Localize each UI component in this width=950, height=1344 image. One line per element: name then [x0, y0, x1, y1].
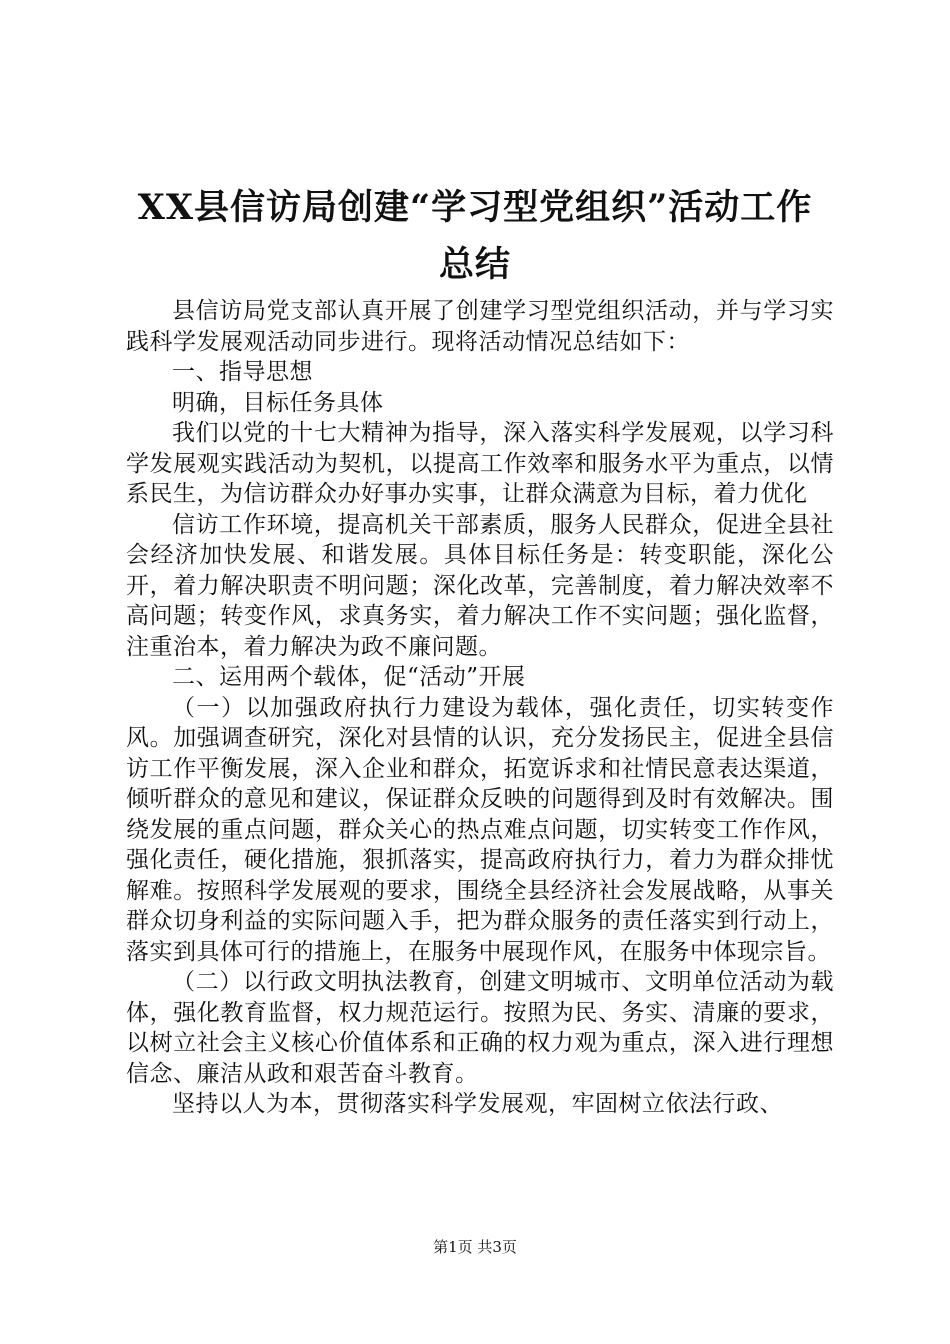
heading-two-carriers: 二、运用两个载体，促“活动”开展: [172, 664, 526, 690]
paragraph-guidance: 我们以党的十七大精神为指导，深入落实科学发展观，以学习科学发展观实践活动为契机，以提高工作效率和服务水平为重点，以情系民生，为信访群众办好事办实事，让群众满意为目标，着力优化: [126, 420, 834, 507]
paragraph-carrier-two: （二）以行政文明执法教育，创建文明城市、文明单位活动为载体，强化教育监督，权力规范运行。按照为民、务实、清廉的要求，以树立社会主义核心价值体系和正确的权力观为重点，深入进行理想信念、廉洁从政和艰苦奋斗教育。: [126, 969, 834, 1087]
paragraph-goal: 明确，目标任务具体: [172, 389, 384, 416]
paragraph-intro: 县信访局党支部认真开展了创建学习型党组织活动，并与学习实践科学发展观活动同步进行。现将活动情况总结如下：: [126, 298, 834, 355]
paragraph-continued: 坚持以人为本，贯彻落实科学发展观，牢固树立依法行政、: [172, 1091, 783, 1117]
document-title-line-2: 总结: [438, 244, 511, 285]
document-title-line-1: XX县信访局创建“学习型党组织”活动工作: [137, 187, 813, 228]
heading-guiding-thought: 一、指导思想: [172, 359, 313, 385]
page-number-footer: 第1页 共3页: [433, 1238, 517, 1256]
paragraph-targets: 信访工作环境，提高机关干部素质，服务人民群众，促进全县社会经济加快发展、和谐发展。具体目标任务是：转变职能，深化公开，着力解决职责不明问题；深化改革，完善制度，着力解决效率不高问题；转变作风，求真务实，着力解决工作不实问题；强化监督，注重治本，着力解决为政不廉问题。: [126, 511, 834, 660]
paragraph-carrier-one: （一）以加强政府执行力建设为载体，强化责任，切实转变作风。加强调查研究，深化对县情的认识，充分发扬民主，促进全县信访工作平衡发展，深入企业和群众，拓宽诉求和社情民意表达渠道，倾听群众的意见和建议，保证群众反映的问题得到及时有效解决。围绕发展的重点问题，群众关心的热点难点问题，切实转变工作作风，强化责任，硬化措施，狠抓落实，提高政府执行力，着力为群众排忧解难。按照科学发展观的要求，围绕全县经济社会发展战略，从事关群众切身利益的实际问题入手，把为群众服务的责任落实到行动上，落实到具体可行的措施上，在服务中展现作风，在服务中体现宗旨。: [126, 694, 834, 965]
document-body: [126, 296, 834, 1120]
